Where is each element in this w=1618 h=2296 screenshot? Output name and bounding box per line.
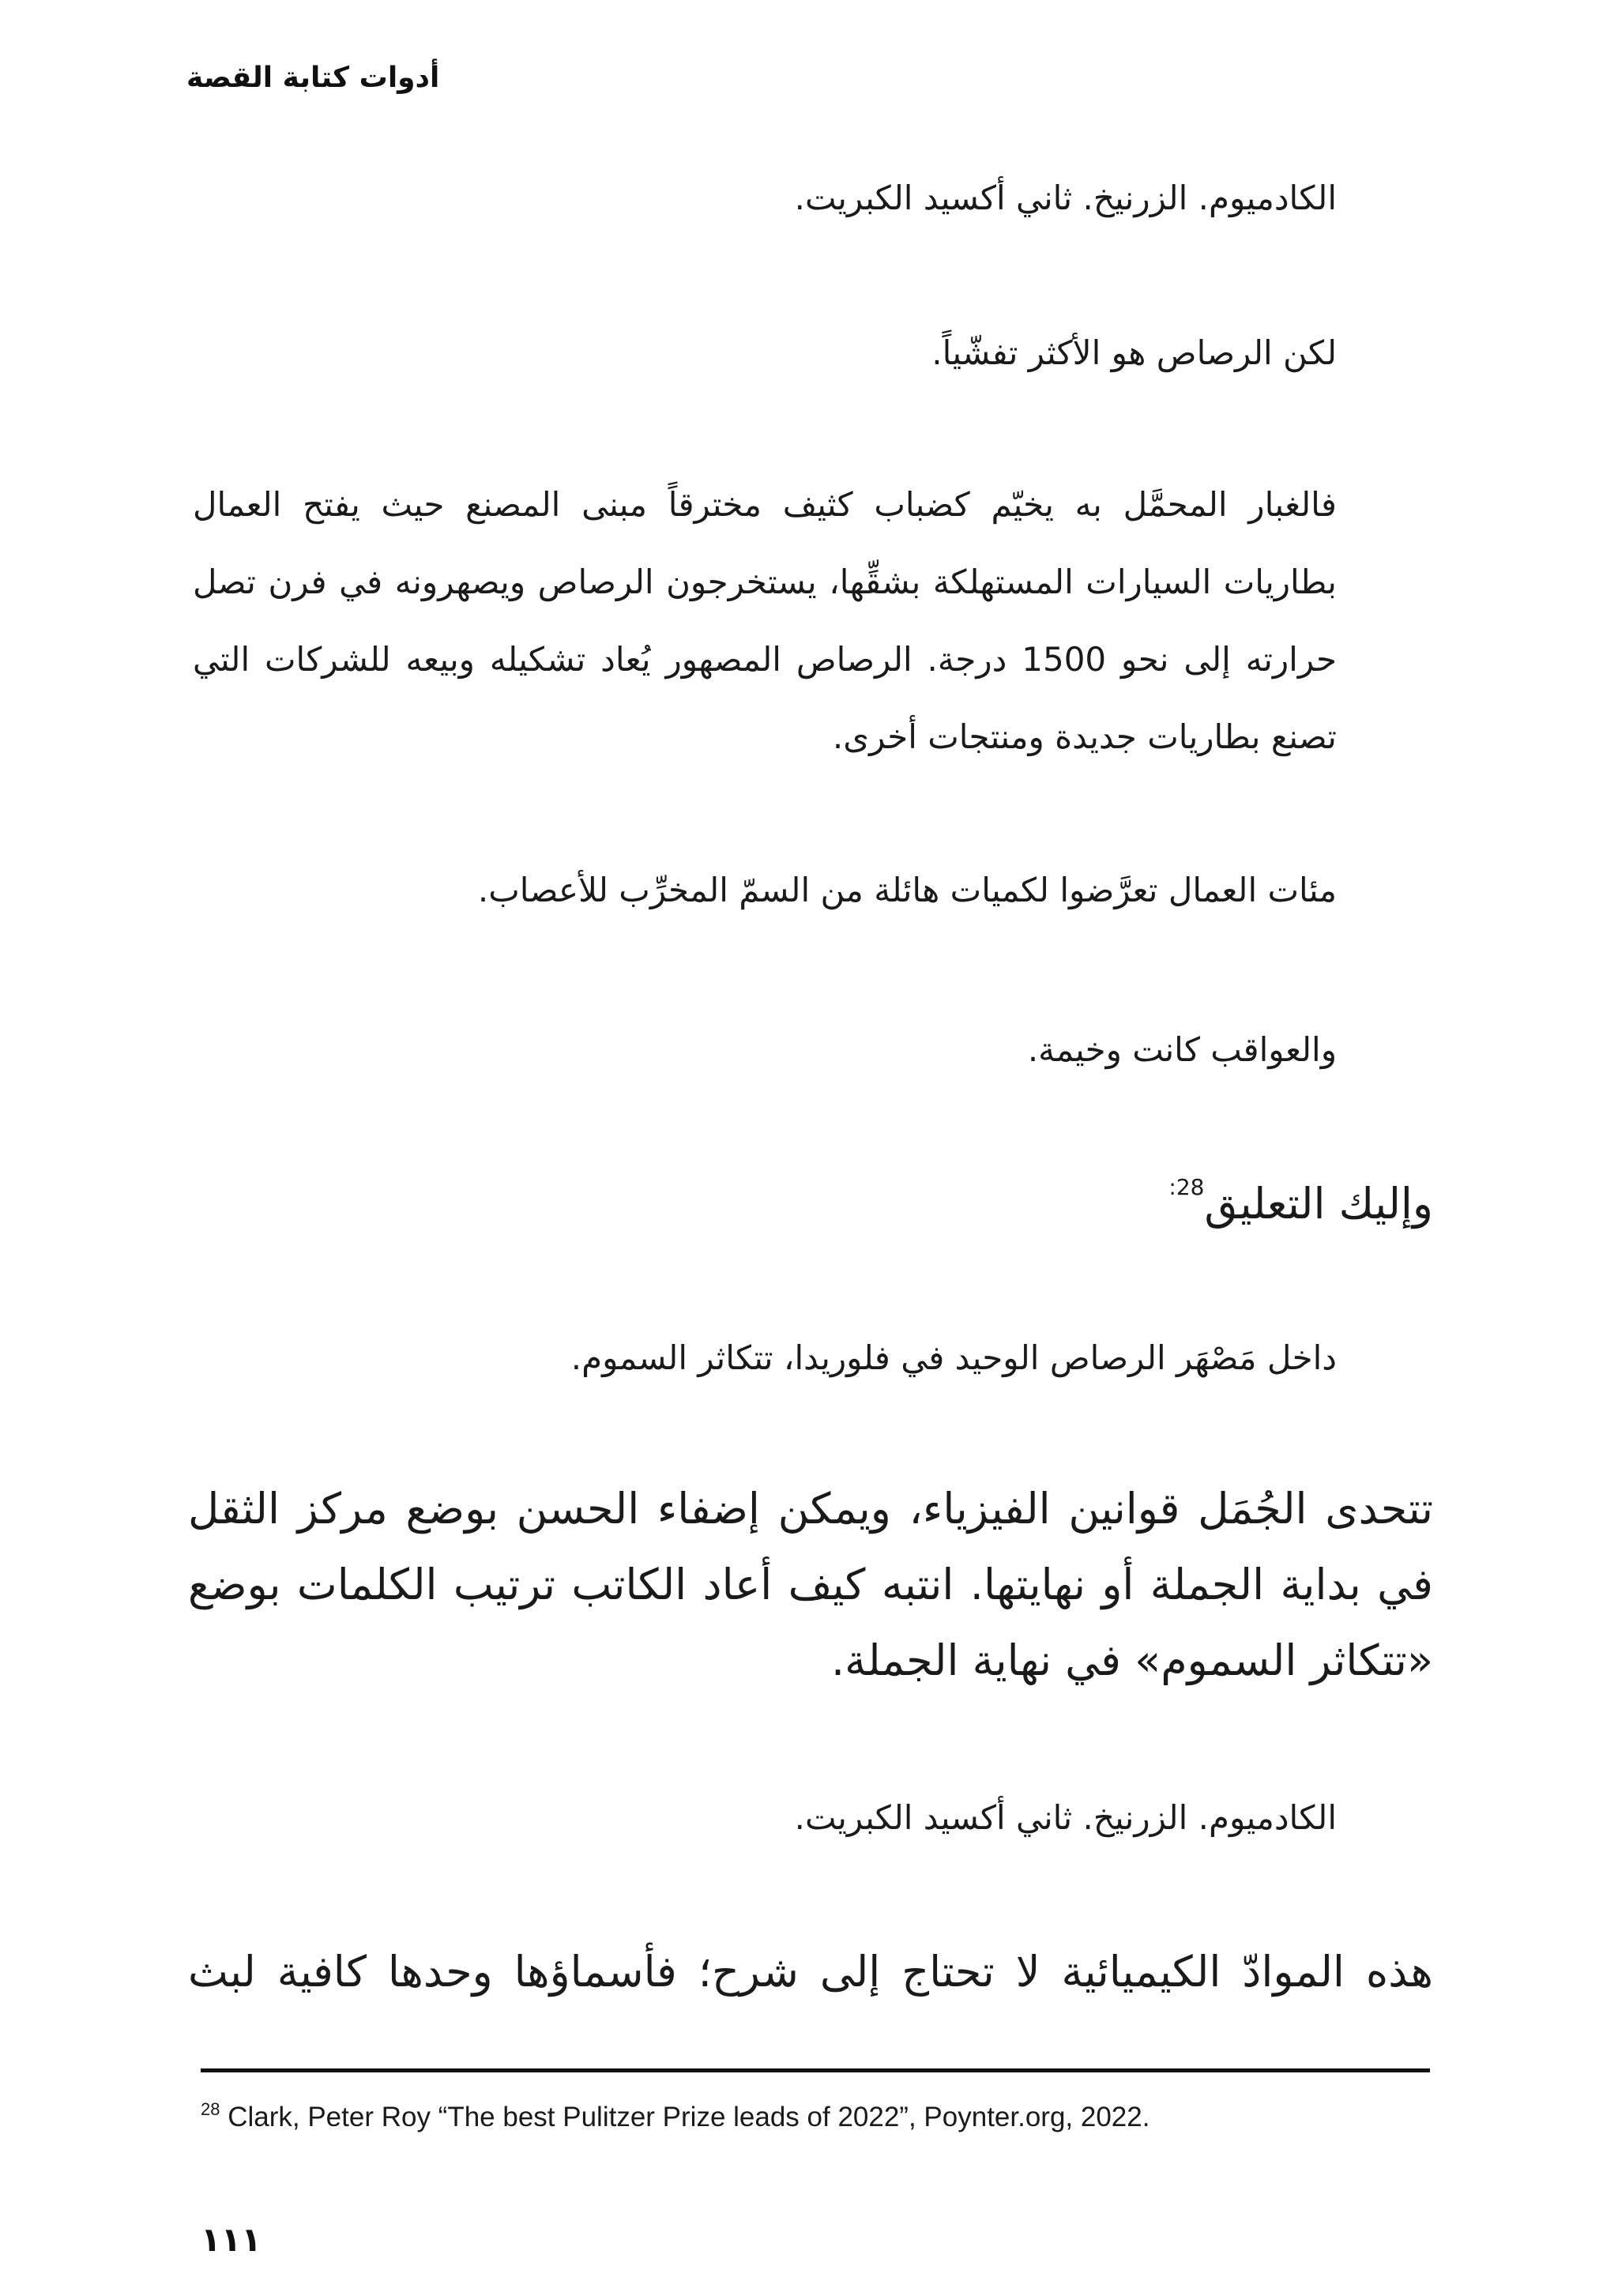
footnote-divider [201,2068,1430,2072]
quote-line: مئات العمال تعرَّضوا لكميات هائلة من السمّ المخرِّب للأعصاب. [477,871,1337,909]
quote-line: لكن الرصاص هو الأكثر تفشّياً. [931,333,1337,372]
body-paragraph: هذه الموادّ الكيميائية لا تحتاج إلى شرح؛ فأسماؤها وحدها كافية لبث [188,1947,1433,1997]
quote-paragraph: فالغبار المحمَّل به يخيّم كضباب كثيف مخترقاً مبنى المصنع حيث يفتح العمال بطاريات السيارات المستهلكة بشقِّها، يستخرجون الرصاص ويصهرونه في فرن تصل حرارته إلى نحو 1500 درجة. الرصاص المصهور يُعاد تشكيله وبيعه للشركات التي تصنع بطاريات جديدة ومنتجات أخرى. [193,485,1337,756]
footnote-number: 28 [201,2099,220,2119]
quote-line: والعواقب كانت وخيمة. [1027,1030,1337,1069]
footnote [201,2100,1150,2135]
footnote-reference: 28: [1168,1174,1205,1200]
body-paragraph: تتحدى الجُمَل قوانين الفيزياء، ويمكن إضفاء الحسن بوضع مركز الثقل في بداية الجملة أو نهايتها. انتبه كيف أعاد الكاتب ترتيب الكلمات بوضع «تتكاثر السموم» في نهاية الجملة. [188,1484,1433,1685]
running-header: أدوات كتابة القصة [186,62,440,94]
page-number: ١١١ [201,2220,262,2259]
footnote-text: Clark, Peter Roy “The best Pulitzer Prize leads of 2022”, Poynter.org, 2022. [220,2102,1150,2132]
quote-line: داخل مَصْهَر الرصاص الوحيد في فلوريدا، تتكاثر السموم. [570,1338,1337,1377]
commentary-intro [188,1166,1433,1242]
quote-line: الكادميوم. الزرنيخ. ثاني أكسيد الكبريت. [794,1798,1337,1837]
commentary-intro-text: وإليك التعليق [1204,1179,1433,1229]
quote-line: الكادميوم. الزرنيخ. ثاني أكسيد الكبريت. [794,179,1337,217]
